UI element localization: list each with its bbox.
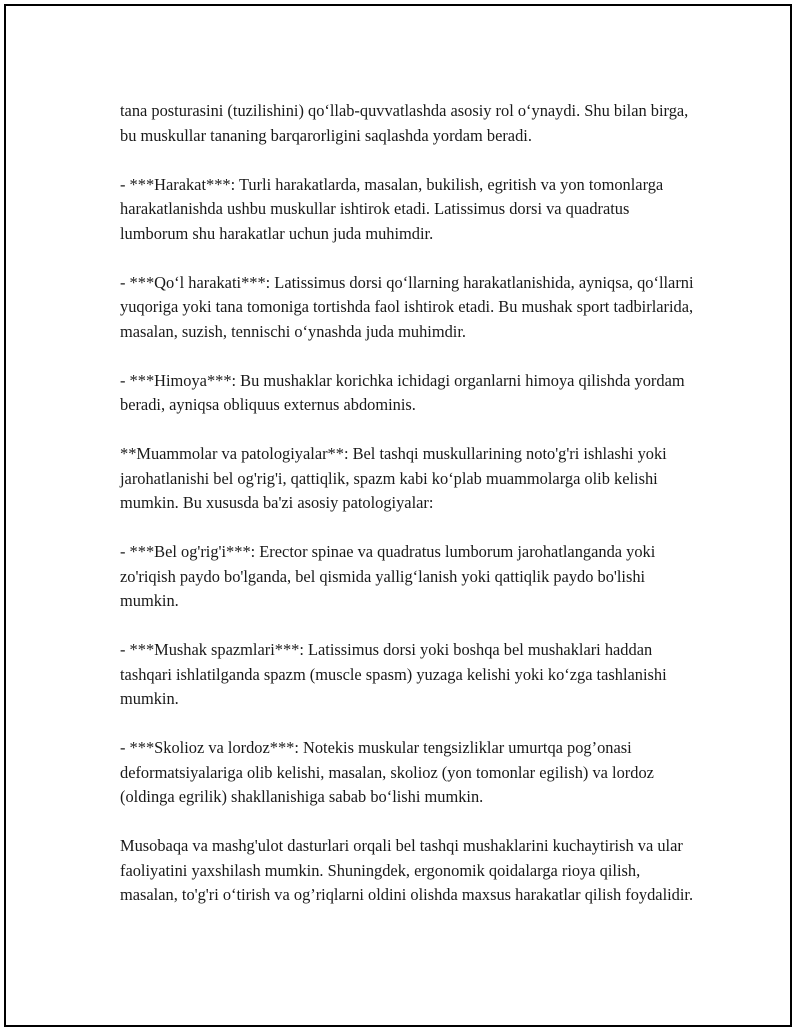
- paragraph-muammolar: **Muammolar va patologiyalar**: Bel tashqi muskullarining noto'g'ri ishlashi yoki jarohatlanishi bel og'rig'i, qattiqlik, spazm kabi ko‘plab muammolarga olib kelishi mumkin. Bu xususda ba'zi asosiy patologiyalar:: [120, 444, 667, 512]
- paragraph-qol-harakati: - ***Qo‘l harakati***: Latissimus dorsi qo‘llarning harakatlanishida, ayniqsa, qo‘llarni yuqoriga yoki tana tomoniga tortishda faol ishtirok etadi. Bu mushak sport tadbirlarida, masalan, suzish, tennischi o‘ynashda juda muhimdir.: [120, 272, 694, 341]
- paragraph-skolioz-lordoz: - ***Skolioz va lordoz***: Notekis muskular tengsizliklar umurtqa pog’onasi deformatsiyalariga olib kelishi, masalan, skolioz (yon tomonlar egilish) va lordoz (oldinga egrilik) shakllanishiga sabab bo‘lishi mumkin.: [120, 738, 654, 806]
- document-body: [120, 99, 700, 932]
- paragraph-mushak-spazmlari: - ***Mushak spazmlari***: Latissimus dorsi yoki boshqa bel mushaklari haddan tashqari ishlatilganda spazm (muscle spasm) yuzaga kelishi yoki ko‘zga tashlanishi mumkin.: [120, 640, 667, 708]
- paragraph-conclusion: Musobaqa va mashg'ulot dasturlari orqali bel tashqi mushaklarini kuchaytirish va ular faoliyatini yaxshilash mumkin. Shuningdek, ergonomik qoidalarga rioya qilish, masalan, to'g'ri o‘tirish va og’riqlarni oldini olishda maxsus harakatlar qilish foydalidir.: [120, 836, 694, 904]
- paragraph-bel-ogrigi: - ***Bel og'rig'i***: Erector spinae va quadratus lumborum jarohatlanganda yoki zo'riqish paydo bo'lganda, bel qismida yallig‘lanish yoki qattiqlik paydo bo'lishi mumkin.: [120, 542, 656, 610]
- paragraph-posture-intro: tana posturasini (tuzilishini) qo‘llab-quvvatlashda asosiy rol o‘ynaydi. Shu bilan birga, bu muskullar tananing barqarorligini saqlashda yordam beradi.: [120, 101, 689, 145]
- paragraph-harakat: - ***Harakat***: Turli harakatlarda, masalan, bukilish, egritish va yon tomonlarga harakatlanishda ushbu muskullar ishtirok etadi. Latissimus dorsi va quadratus lumborum shu harakatlar uchun juda muhimdir.: [120, 174, 664, 243]
- document-page: [4, 4, 792, 1027]
- paragraph-himoya: - ***Himoya***: Bu mushaklar korichka ichidagi organlarni himoya qilishda yordam beradi, ayniqsa obliquus externus abdominis.: [120, 370, 685, 414]
